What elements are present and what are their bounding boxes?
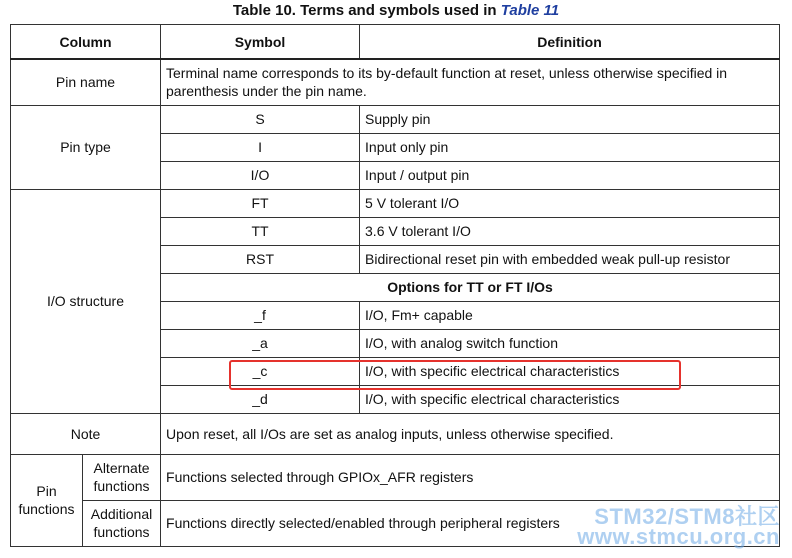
table-row <box>11 59 780 105</box>
sub-label-line2: functions <box>93 524 150 540</box>
symbol-cell: TT <box>161 217 360 245</box>
caption-text: Table 10. Terms and symbols used in <box>232 2 501 19</box>
symbol-cell: FT <box>161 189 360 217</box>
definition-cell: I/O, with specific electrical characteristics <box>360 357 780 385</box>
symbol-cell: _f <box>161 301 360 329</box>
definition-cell: I/O, with analog switch function <box>360 329 780 357</box>
symbol-cell: _d <box>161 385 360 413</box>
row-label-note: Note <box>11 413 161 454</box>
terms-symbols-table <box>10 24 780 547</box>
sub-label-line2: functions <box>93 478 150 494</box>
definition-cell: I/O, Fm+ capable <box>360 301 780 329</box>
sub-label-line1: Additional <box>90 506 153 522</box>
symbol-cell: _c <box>161 357 360 385</box>
table-row <box>11 413 780 454</box>
table-caption <box>0 2 792 20</box>
definition-cell: Terminal name corresponds to its by-default function at reset, unless otherwise specified in parenthesis under the pin name. <box>161 59 780 105</box>
sub-label-alternate-functions <box>83 454 161 500</box>
pin-functions-label-line2: functions <box>18 501 75 517</box>
sub-label-line1: Alternate <box>93 460 150 476</box>
options-subheading: Options for TT or FT I/Os <box>161 273 780 301</box>
definition-cell: Upon reset, all I/Os are set as analog inputs, unless otherwise specified. <box>161 413 780 454</box>
header-row <box>11 25 780 60</box>
pin-functions-label-line1: Pin <box>36 483 57 499</box>
definition-cell: Input only pin <box>360 133 780 161</box>
table-row <box>11 189 780 217</box>
definition-cell: Functions selected through GPIOx_AFR registers <box>161 454 780 500</box>
definition-cell: Bidirectional reset pin with embedded weak pull-up resistor <box>360 245 780 273</box>
definition-cell: I/O, with specific electrical characteristics <box>360 385 780 413</box>
row-label-pin-name: Pin name <box>11 59 161 105</box>
watermark-line1: STM32/STM8社区 <box>594 504 780 529</box>
table-row <box>11 105 780 133</box>
row-label-pin-type: Pin type <box>11 105 161 189</box>
header-definition: Definition <box>360 25 780 60</box>
symbol-cell: RST <box>161 245 360 273</box>
table-reference-link[interactable]: Table 11 <box>500 2 560 19</box>
symbol-cell: S <box>161 105 360 133</box>
definition-cell: Functions directly selected/enabled through peripheral registers <box>161 500 780 546</box>
definition-cell: 3.6 V tolerant I/O <box>360 217 780 245</box>
symbol-cell: I/O <box>161 161 360 189</box>
row-label-pin-functions <box>11 454 83 546</box>
header-symbol: Symbol <box>161 25 360 60</box>
header-column: Column <box>11 25 161 60</box>
table-row <box>11 454 780 500</box>
symbol-cell: _a <box>161 329 360 357</box>
definition-cell: Input / output pin <box>360 161 780 189</box>
definition-cell: Supply pin <box>360 105 780 133</box>
watermark-line2: www.stmcu.org.cn <box>577 524 780 549</box>
row-label-io-structure: I/O structure <box>11 189 161 413</box>
definition-cell: 5 V tolerant I/O <box>360 189 780 217</box>
symbol-cell: I <box>161 133 360 161</box>
sub-label-additional-functions <box>83 500 161 546</box>
